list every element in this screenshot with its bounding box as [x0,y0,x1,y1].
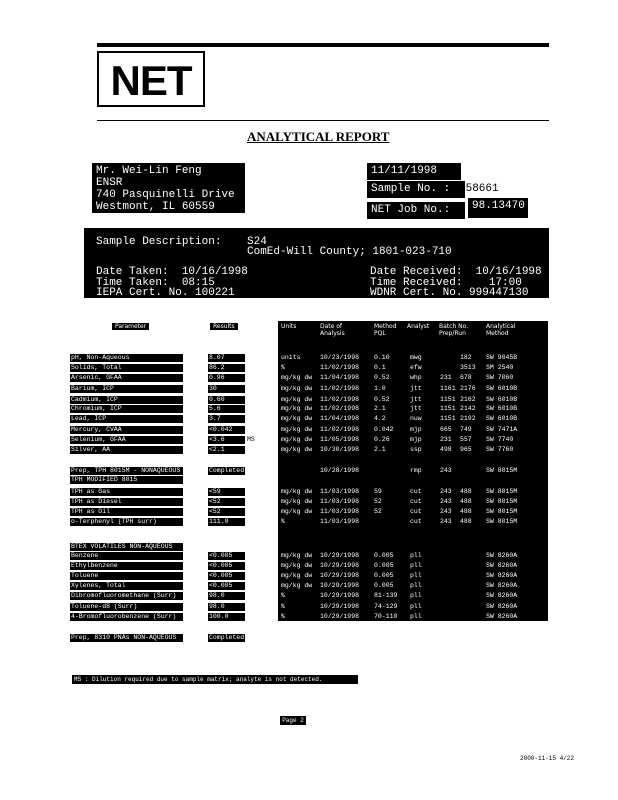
table-cell-a: pll [410,613,422,620]
table-cell-b1: 243 [440,498,452,505]
header-line: Method [374,323,397,330]
table-cell-q: 0.52 [374,396,390,403]
sample-no-value: 458661 [459,183,499,195]
table-cell-m: SW 9045B [486,354,518,361]
company-name-line: TESTING, INC. [217,89,314,105]
table-cell-q: 4.2 [374,415,386,422]
table-cell-q: 74-129 [374,603,398,610]
header-line: Analysis [320,330,345,337]
page-number: Page 2 [280,716,306,725]
table-cell-u: % [281,364,285,371]
table-cell-a: jtt [410,385,422,392]
address-line: Bartlett Division [387,55,436,62]
table-cell-b1 [440,603,458,611]
table-cell-d: 10/23/1998 [320,354,360,361]
table-cell-d: 10/29/1998 [320,572,360,579]
table-cell-b2: 488 [460,508,472,515]
table-cell-q: 0.005 [374,572,394,579]
column-header-method [374,323,397,337]
table-cell-b1: 243 [440,467,452,474]
table-cell-b1: 1161 [440,385,456,392]
table-cell-a: cut [410,518,422,525]
table-cell-a: pll [410,572,422,579]
table-cell-p: Dibromofluoromethane (Surr) [70,592,183,600]
column-header-analyst: Analyst [407,323,430,330]
table-cell-p: Selenium, GFAA [70,436,183,444]
table-cell-m: SW 8260A [486,592,518,599]
table-cell-p: pH, Non-Aqueous [70,354,183,362]
column-header-parameter: Parameter [112,323,149,330]
table-cell-p: Barium, ICP [70,385,183,393]
table-cell-b2: 557 [460,436,472,443]
header-line: Analytical [486,323,516,330]
company-logo: NET [97,51,205,107]
table-cell-b1 [440,582,458,590]
table-cell-b1: 243 [440,508,452,515]
table-cell-r [208,543,245,551]
table-cell-d: 10/29/1998 [320,592,360,599]
table-cell-b2 [460,476,482,484]
table-cell-m: SW 7060 [486,374,514,381]
table-cell-b1: 498 [440,446,452,453]
table-cell-u: mg/kg dw [281,498,313,505]
table-cell-u [281,467,319,475]
table-cell-u: mg/kg dw [281,405,313,412]
header-line: PQL [374,330,386,337]
column-header-results: Results [210,323,238,330]
sample-description-site: ComEd-Will County; 1801-023-710 [247,246,452,258]
table-cell-u: mg/kg dw [281,415,313,422]
date-taken: Date Taken: 10/16/1998 [96,266,248,278]
address-line: 3543 35th Street [471,62,523,70]
table-cell-d [320,476,374,484]
table-cell-m: SW 8260A [486,552,518,559]
table-cell-m: SW 7740 [486,436,514,443]
table-cell-u: mg/kg dw [281,552,313,559]
table-cell-d: 11/03/1998 [320,508,360,515]
table-cell-b2: 488 [460,498,472,505]
table-cell-q [374,467,406,475]
table-cell-b1 [440,572,458,580]
table-cell-m [486,543,530,551]
table-cell-m: SW 8260A [486,572,518,579]
column-header-date [320,323,345,337]
table-cell-m: SW 8015M [486,508,518,515]
address-line: Bartlett, IL 60103 [387,70,440,77]
table-cell-b1: 231 [440,436,452,443]
table-cell-a: pll [410,562,422,569]
table-cell-m: SW 7471A [486,426,518,433]
table-cell-q: 52 [374,498,382,505]
table-cell-q: 0.005 [374,552,394,559]
table-cell-q: 52 [374,508,382,515]
header-line: Prep/Run [439,330,466,337]
address-line: Tel: (630) 289-3100 [387,77,446,85]
column-header-analytical-method [486,323,515,337]
table-cell-b2 [460,613,482,621]
table-cell-r: 5.6 [208,405,245,413]
table-cell-d: 11/02/1998 [320,426,360,433]
table-cell-a: mwg [410,354,422,361]
table-cell-m: SW 8260A [486,603,518,610]
table-cell-u: mg/kg dw [281,374,313,381]
table-cell-d: 10/30/1998 [320,446,360,453]
table-cell-a: ssp [410,446,422,453]
table-cell-u: mg/kg dw [281,446,313,453]
table-cell-d: 10/29/1998 [320,552,360,559]
table-cell-r: <2.1 [208,446,245,454]
table-cell-m: SW 6010B [486,415,518,422]
table-cell-d: 10/29/1998 [320,613,360,620]
table-cell-d: 11/04/1998 [320,374,360,381]
rockford-division-address [471,55,532,100]
table-cell-m: SW 8015M [486,467,518,474]
column-header-batch [439,323,468,337]
table-cell-a: jtt [410,396,422,403]
table-cell-a: pll [410,552,422,559]
sample-description-block [84,228,549,298]
table-cell-d: 10/29/1998 [320,582,360,589]
client-address-block [92,163,245,213]
footnote: MS : Dilution required due to sample matrix; analyte is not detected. [72,675,358,684]
date-received: Date Received: 10/16/1998 [370,266,542,278]
table-cell-p: Silver, AA [70,446,183,454]
table-cell-u [281,543,319,551]
table-cell-b2 [460,634,482,642]
table-cell-b1: 243 [440,518,452,525]
address-line: Rockford, IL 61109 [471,70,528,77]
address-line: (800) 807-2877 [471,92,518,100]
table-cell-d: 10/28/1998 [320,467,360,474]
table-cell-q: 2.1 [374,446,386,453]
sample-description-label: Sample Description: [96,236,222,248]
company-name [217,62,337,104]
job-no-value: 98.13470 [468,198,528,218]
table-cell-r: 98.0 [208,592,245,600]
table-cell-u: mg/kg dw [281,572,313,579]
table-cell-a: nuw [410,415,422,422]
header-bottom-rule [97,120,549,121]
table-cell-d: 11/05/1998 [320,436,360,443]
table-cell-b2: 488 [460,518,472,525]
table-cell-a: cut [410,498,422,505]
table-cell-q: 70-110 [374,613,398,620]
header-line: Method [486,330,509,337]
company-name-line: NATIONAL [217,61,286,77]
table-cell-r: <0.005 [208,572,245,580]
table-cell-p: TPH as Diesel [70,498,183,506]
table-cell-u: % [281,592,285,599]
table-cell-u [281,634,319,642]
table-cell-d: 10/29/1998 [320,562,360,569]
table-cell-p: Prep, TPH 8015M - NONAQUEOUS [70,467,183,475]
wdnr-cert: WDNR Cert. No. 999447130 [370,287,529,299]
table-cell-b1: 231 [440,374,452,381]
address-line: Tel: (815) 874-2171 [471,77,530,85]
table-cell-p: Lead, ICP [70,415,183,423]
table-cell-b1: 765 [440,634,452,641]
table-cell-r: 0.60 [208,396,245,404]
sample-no-label: Sample No. : [367,181,465,198]
table-cell-p: Ethylbenzene [70,562,183,570]
time-received: Time Received: 17:00 [370,277,522,289]
table-cell-m: SM 2540 [486,364,514,371]
table-cell-b1: 1151 [440,415,456,422]
table-cell-r: <52 [208,508,245,516]
address-line: Fax: (815) 874-5622 [471,85,532,92]
table-cell-p: Toluene [70,572,183,580]
table-cell-d: 11/02/1998 [320,385,360,392]
table-cell-b1 [440,354,458,362]
table-cell-r: 98.0 [208,603,245,611]
table-cell-b1 [440,592,458,600]
table-cell-b2 [460,603,482,611]
table-cell-b1 [440,476,458,484]
table-cell-b2: 2176 [460,385,476,392]
table-cell-b2: 3513 [460,364,476,371]
table-cell-u [281,476,319,484]
table-cell-a: mjp [410,436,422,443]
table-cell-m: SW 6010B [486,396,518,403]
table-cell-r: 111.0 [208,518,245,526]
table-cell-p: TPH MODIFIED 8015 [70,476,183,484]
table-cell-u: mg/kg dw [281,426,313,433]
table-cell-a: pll [410,603,422,610]
table-cell-a: rmp [410,467,422,474]
client-line: Mr. Wei-Lin Feng [96,165,202,177]
table-cell-b2 [460,582,482,590]
table-cell-b2: 749 [460,426,472,433]
address-line: Rockford Division [471,55,523,62]
table-cell-p: BTEX VOLATILES NON-AQUEOUS [70,543,183,551]
table-cell-p: Xylenes, Total [70,582,183,590]
table-cell-q: 0.10 [374,354,390,361]
job-no-label: NET Job No.: [367,202,465,219]
table-cell-b2: 2162 [460,396,476,403]
table-cell-q [374,476,406,484]
table-cell-d: 11/02/1998 [320,396,360,403]
table-cell-q: 81-139 [374,592,398,599]
table-cell-r: 8.07 [208,354,245,362]
table-cell-d: 11/02/1998 [320,364,360,371]
column-header-units: Units [281,323,297,330]
table-cell-m: SW 7760 [486,446,514,453]
table-cell-b2 [460,543,482,551]
time-taken: Time Taken: 08:15 [96,277,215,289]
dilution-flag: MS [247,436,255,443]
table-cell-m: SW 6010B [486,385,518,392]
table-cell-r: Completed [209,634,245,641]
header-line: Batch No. [439,323,469,330]
iepa-cert: IEPA Cert. No. 100221 [96,287,235,299]
table-cell-d: 11/03/1998 [320,518,360,525]
table-cell-q: 2.1 [374,405,386,412]
bartlett-division-address [387,55,452,93]
table-cell-b2: 488 [460,488,472,495]
table-cell-b2: 182 [460,354,472,361]
table-cell-b2 [460,562,482,570]
table-cell-m: SW 8260A [486,582,518,589]
table-cell-q [374,634,406,642]
table-cell-p: Benzene [70,552,183,560]
table-cell-a: jtt [410,405,422,412]
table-cell-b1 [440,552,458,560]
table-cell-r: Completed [209,467,245,474]
table-cell-u: mg/kg dw [281,582,313,589]
client-line: ENSR [96,177,123,189]
table-cell-q: 59 [374,488,382,495]
table-cell-a: cut [410,508,422,515]
table-cell-d: 10/29/1998 [320,603,360,610]
table-cell-b2 [460,467,482,475]
table-cell-b2 [460,572,482,580]
header-top-rule [97,43,549,47]
table-cell-p: TPH as Gas [70,488,183,496]
table-cell-b1 [440,364,458,372]
table-cell-q: 0.1 [374,364,386,371]
table-cell-q [374,543,406,551]
table-cell-p: Solids, Total [70,364,183,372]
table-cell-d: 11/03/1998 [320,488,360,495]
table-cell-u: mg/kg dw [281,436,313,443]
table-cell-q: 0.26 [374,436,390,443]
table-cell-a [410,543,436,551]
table-cell-r: <0.005 [208,582,245,590]
table-cell-p: Cadmium, ICP [70,396,183,404]
table-cell-r: 100.0 [208,613,245,621]
table-cell-p: Mercury, CVAA [70,426,183,434]
table-cell-u: % [281,518,285,525]
table-cell-p: Arsenic, GFAA [70,374,183,382]
table-cell-b1: 243 [440,488,452,495]
table-cell-m: SW 8015M [486,488,518,495]
table-cell-r: 0.96 [208,374,245,382]
table-cell-b1: 1151 [440,396,456,403]
table-cell-q: 0.52 [374,374,390,381]
table-cell-r: <0.042 [208,426,245,434]
table-cell-u: % [281,613,285,620]
document-id: 2000-11-15 4/22 [520,755,575,762]
table-cell-m [486,476,530,484]
table-cell-r: <0.005 [208,562,245,570]
table-cell-r [208,476,245,484]
company-name-line: ENVIRONMENTAL [217,75,337,91]
table-cell-q: 1.0 [374,385,386,392]
table-cell-u: mg/kg dw [281,508,313,515]
table-cell-d: 11/02/1998 [320,405,360,412]
table-cell-r: 30 [208,385,245,393]
table-cell-m: SW 8260A [486,562,518,569]
report-title: ANALYTICAL REPORT [247,129,390,144]
table-cell-d: 11/04/1998 [320,415,360,422]
table-cell-a: pll [410,592,422,599]
table-cell-q: 0.005 [374,582,394,589]
table-cell-u: % [281,603,285,610]
table-cell-r: <3.6 [208,436,245,444]
table-cell-b1 [440,543,458,551]
table-cell-a: rmp [410,634,422,641]
table-cell-m: SW 8015M [486,498,518,505]
table-cell-b1: 665 [440,426,452,433]
table-cell-q: 0.042 [374,426,394,433]
table-cell-r: <0.005 [208,552,245,560]
table-cell-b1 [440,613,458,621]
table-cell-p: Toluene-d8 (Surr) [70,603,183,611]
table-cell-r: <59 [208,488,245,496]
table-cell-m: SW 6010B [486,405,518,412]
table-cell-p: Chromium, ICP [70,405,183,413]
table-cell-d: 10/28/1998 [320,634,360,641]
table-cell-a: whp [410,374,422,381]
table-cell-u: mg/kg dw [281,385,313,392]
header-line: Date of [320,323,343,330]
table-cell-m: SW 3550 [486,634,514,641]
table-cell-p: o-Terphenyl (TPH surr) [70,518,183,526]
table-cell-d [320,543,374,551]
table-cell-r: <52 [208,498,245,506]
table-cell-b1: 1151 [440,405,456,412]
registered-mark: ® [204,96,213,106]
table-cell-m: SW 8260A [486,613,518,620]
address-line: Fax: (630) 289- [387,85,433,92]
table-cell-b2: 678 [460,374,472,381]
table-cell-u: units [281,354,301,361]
table-cell-a: efw [410,364,422,371]
table-cell-b2 [460,592,482,600]
table-cell-b2: 2192 [460,415,476,422]
client-line: Westmont, IL 60559 [96,201,215,213]
table-cell-p: 4-Bromofluorobenzene (Surr) [70,613,183,621]
address-line: 850 West Bartlett Rd. [387,62,452,70]
table-cell-p: TPH as Oil [70,508,183,516]
table-cell-a [410,476,436,484]
table-cell-q: 0.005 [374,562,394,569]
table-cell-u: mg/kg dw [281,488,313,495]
table-cell-a: mjp [410,426,422,433]
table-cell-u: mg/kg dw [281,396,313,403]
table-cell-b2: 2142 [460,405,476,412]
client-line: 740 Pasquinelli Drive [96,189,235,201]
table-cell-b1 [440,562,458,570]
report-date: 11/11/1998 [367,163,461,180]
table-cell-r: 86.2 [208,364,245,372]
table-cell-b2: 965 [460,446,472,453]
table-cell-r: 3.7 [208,415,245,423]
table-cell-p: Prep, 8310 PNAs NON-AQUEOUS [70,634,183,642]
table-cell-q [374,518,406,526]
table-cell-a: cut [410,488,422,495]
table-cell-b2 [460,552,482,560]
table-cell-d: 11/03/1998 [320,498,360,505]
table-cell-u: mg/kg dw [281,562,313,569]
table-cell-m: SW 8015M [486,518,518,525]
sample-description-id: S24 [247,236,267,248]
table-cell-a: pll [410,582,422,589]
